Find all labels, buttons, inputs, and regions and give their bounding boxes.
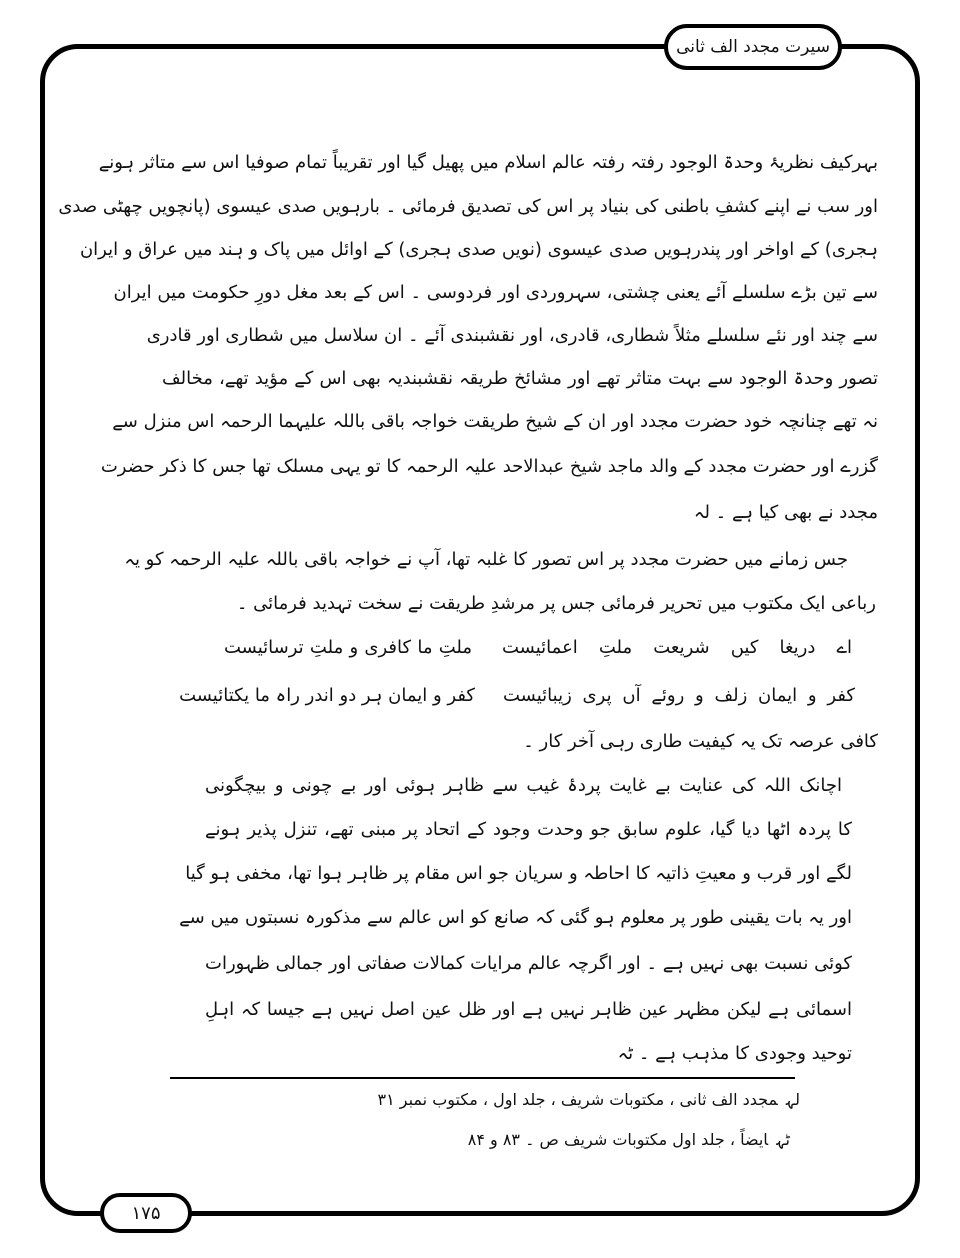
poem-hemistich-right: کفر و ایمان زلف و روئے آں پری زیبائیست [503,685,855,706]
body-line-paragraph-end: مجدد نے بھی کیا ہے ۔ لہ [693,502,878,523]
body-line: اسمائی ہے لیکن مظہر عین ظاہر نہیں ہے اور ظل عین اصل نہیں ہے جیسا کہ اہلِ [205,999,852,1020]
body-line-after-poem: کافی عرصہ تک یہ کیفیت طاری رہی آخر کار ۔ [523,731,878,752]
body-line: اچانک اللہ کی عنایت بے غایت پردۂ غیب سے ظاہر ہوئی اور بے چونی و بیچگونی [205,775,842,796]
body-line: جس زمانے میں حضرت مجدد پر اس تصور کا غلبہ تھا، آپ نے خواجہ باقی باللہ علیہ الرحمہ کو یہ [124,549,848,570]
body-line: سے تین بڑے سلسلے آئے یعنی چشتی، سہروردی اور فردوسی ۔ اس کے بعد مغل دورِ حکومت میں ایران [113,282,878,303]
body-line: تصور وحدۃ الوجود سے بہت متاثر تھے اور مشائخ طریقہ نقشبندیہ بھی اس کے مؤید تھے، مخالف [162,368,878,389]
body-line: ہجری) کے اواخر اور پندرہویں صدی عیسوی (نویں صدی ہجری) کے اوائل میں پاک و ہند میں عراق و ایران [79,239,878,260]
footnote-marker: لہ [785,1090,800,1109]
body-line: نہ تھے چنانچہ خود حضرت مجدد اور ان کے شیخ طریقت خواجہ باقی باللہ علیہما الرحمہ اس منزل سے [112,411,878,432]
body-line: سے چند اور نئے سلسلے مثلاً شطاری، قادری، اور نقشبندی آئے ۔ ان سلاسل میں شطاری اور قادری [146,325,878,346]
footnote-marker: ٹہ [776,1130,790,1149]
page-number: ۱۷۵ [100,1193,192,1233]
body-line: بہرکیف نظریۂ وحدۃ الوجود رفتہ رفتہ عالم اسلام میں پھیل گیا اور تقریباً تمام صوفیا اس سے متاثر ہونے [98,152,878,173]
footnote-text: ایضاً ، جلد اول مکتوبات شریف ص ۔ ۸۳ و ۸۴ [467,1130,769,1149]
body-line: گزرے اور حضرت مجدد کے والد ماجد شیخ عبدالاحد علیہ الرحمہ کا تو یہی مسلک تھا جس کا ذکر حضرت [100,456,878,477]
poem-hemistich-left: ملتِ ما کافری و ملتِ ترسائیست [224,637,472,658]
body-line: اور یہ بات یقینی طور پر معلوم ہو گئی کہ صانع کو اس عالم سے مذکورہ نسبتوں میں سے [179,907,852,928]
footnote [180,1084,800,1116]
poem-hemistich-right: اے دریغا کیں شریعت ملتِ اعمائیست [502,637,852,658]
running-header-book-title: سیرت مجدد الف ثانی [664,24,842,70]
footnote [180,1124,790,1156]
body-line: کوئی نسبت بھی نہیں ہے ۔ اور اگرچہ عالم مرایات کمالات صفاتی اور جمالی ظہورات [205,953,852,974]
footnote-separator-rule [170,1077,795,1079]
footnote-text: مجدد الف ثانی ، مکتوبات شریف ، جلد اول ، مکتوب نمبر ۳۱ [377,1090,778,1109]
body-line-paragraph-end: توحید وجودی کا مذہب ہے ۔ ٹہ [617,1043,852,1064]
body-line-paragraph-end: رباعی ایک مکتوب میں تحریر فرمائی جس پر مرشدِ طریقت نے سخت تہدید فرمائی ۔ [236,593,876,614]
body-line: لگے اور قرب و معیتِ ذاتیہ کا احاطہ و سریان جو اس مقام پر ظاہر ہوا تھا، مخفی ہو گیا [185,863,852,884]
poem-hemistich-left: کفر و ایمان ہر دو اندر راہ ما یکتائیست [179,685,475,706]
body-line: اور سب نے اپنے کشفِ باطنی کی بنیاد پر اس کی تصدیق فرمائی ۔ بارہویں صدی عیسوی (پانچویں چھٹی صدی [58,196,878,217]
body-line: کا پردہ اٹھا دیا گیا، علوم سابق جو وحدت وجود کے اتحاد پر مبنی تھے، تنزل پذیر ہونے [205,819,852,840]
